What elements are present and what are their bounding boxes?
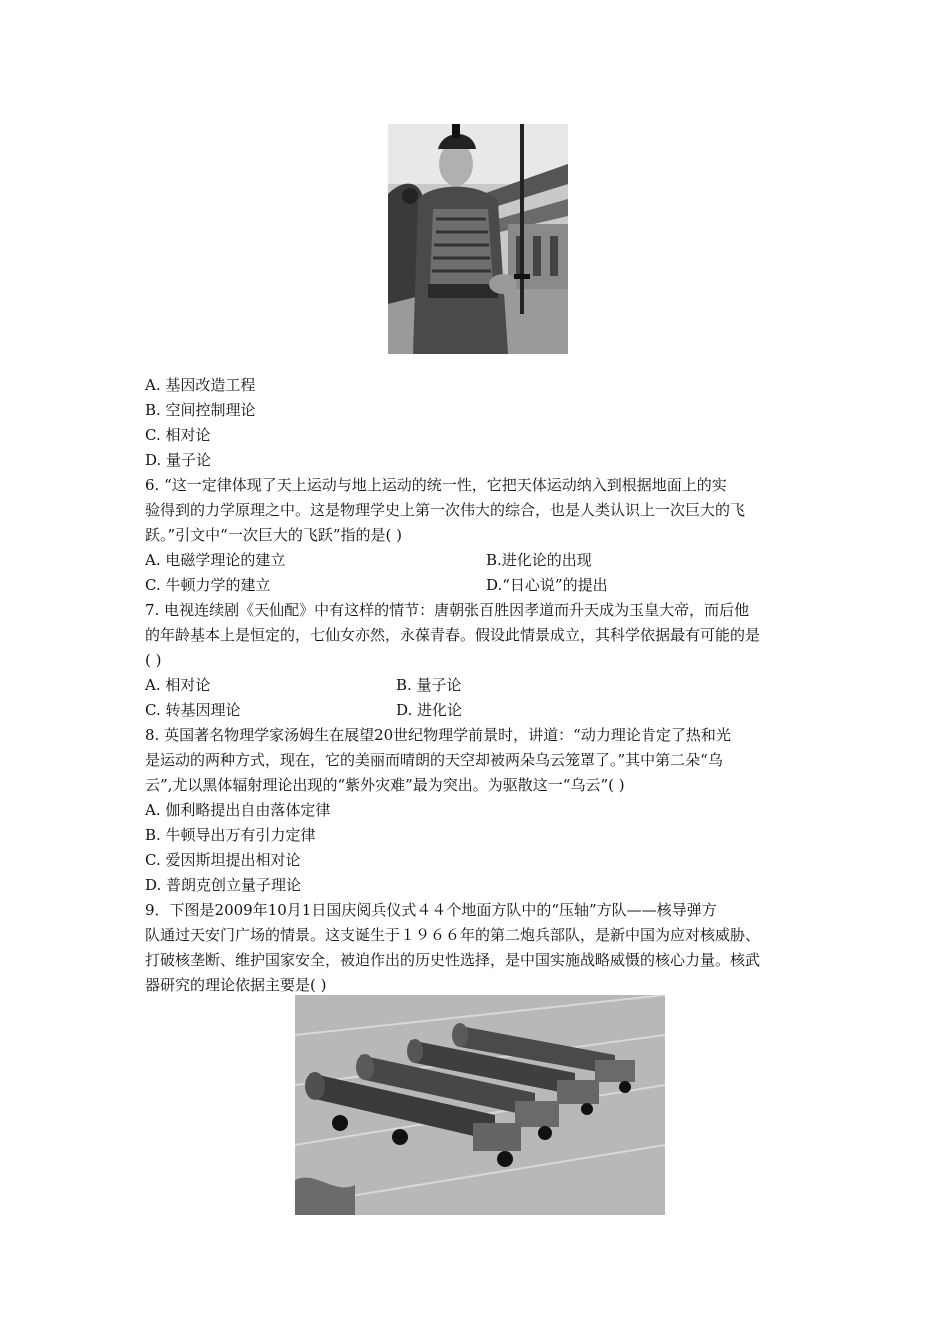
missile-convoy-photo (295, 995, 665, 1215)
q6-option-a: A. 电磁学理论的建立 (145, 551, 286, 569)
q8-stem-line-2: 是运动的两种方式，现在，它的美丽而晴朗的天空却被两朵乌云笼罩了。”其中第二朵“乌 (145, 751, 723, 769)
q7-stem-line-2: 的年龄基本上是恒定的，七仙女亦然，永葆青春。假设此情景成立，其科学依据最有可能的是 (145, 626, 761, 644)
q7-stem-line-1: 7. 电视连续剧《天仙配》中有这样的情节：唐朝张百胜因孝道而升天成为玉皇大帝，而后他 (145, 601, 750, 619)
q5-option-c: C. 相对论 (145, 426, 211, 444)
q7-stem-line-3: ( ) (145, 651, 162, 669)
q6-stem-line-3: 跃。”引文中“一次巨大的飞跃”指的是( ) (145, 526, 402, 544)
q9-stem-line-1: 9．下图是2009年10月1日国庆阅兵仪式４４个地面方队中的“压轴”方队——核导弹方 (145, 901, 717, 919)
q8-stem-line-3: 云”,尤以黑体辐射理论出现的“紫外灾难”最为突出。为驱散这一“乌云”( ) (145, 776, 625, 794)
q5-option-b: B. 空间控制理论 (145, 401, 256, 419)
q7-option-c: C. 转基因理论 (145, 701, 241, 719)
q7-option-a: A. 相对论 (145, 676, 211, 694)
q8-option-b: B. 牛顿导出万有引力定律 (145, 826, 316, 844)
q8-option-c: C. 爱因斯坦提出相对论 (145, 851, 301, 869)
q8-stem-line-1: 8. 英国著名物理学家汤姆生在展望20世纪物理学前景时，讲道：“动力理论肯定了热和光 (145, 726, 731, 744)
costume-actor-illustration (388, 124, 568, 354)
q6-stem-line-2: 验得到的力学原理之中。这是物理学史上第一次伟大的综合，也是人类认识上一次巨大的飞 (145, 501, 746, 519)
q6-option-b: B.进化论的出现 (486, 551, 592, 569)
costume-actor-photo (388, 124, 568, 354)
q6-stem-line-1: 6. “这一定律体现了天上运动与地上运动的统一性，它把天体运动纳入到根据地面上的实 (145, 476, 727, 494)
q5-option-a: A. 基因改造工程 (145, 376, 256, 394)
q9-stem-line-3: 打破核垄断、维护国家安全，被迫作出的历史性选择，是中国实施战略威慑的核心力量。核武 (145, 951, 761, 969)
q7-option-d: D. 进化论 (396, 701, 463, 719)
q8-option-d: D. 普朗克创立量子理论 (145, 876, 302, 894)
q7-option-b: B. 量子论 (396, 676, 462, 694)
q6-option-d: D.“日心说”的提出 (486, 576, 608, 594)
q6-option-c: C. 牛顿力学的建立 (145, 576, 271, 594)
q8-option-a: A. 伽利略提出自由落体定律 (145, 801, 331, 819)
q9-stem-line-4: 器研究的理论依据主要是( ) (145, 976, 327, 994)
missile-convoy-illustration (295, 995, 665, 1215)
q9-stem-line-2: 队通过天安门广场的情景。这支诞生于１９６６年的第二炮兵部队，是新中国为应对核威胁、 (145, 926, 761, 944)
q5-option-d: D. 量子论 (145, 451, 212, 469)
